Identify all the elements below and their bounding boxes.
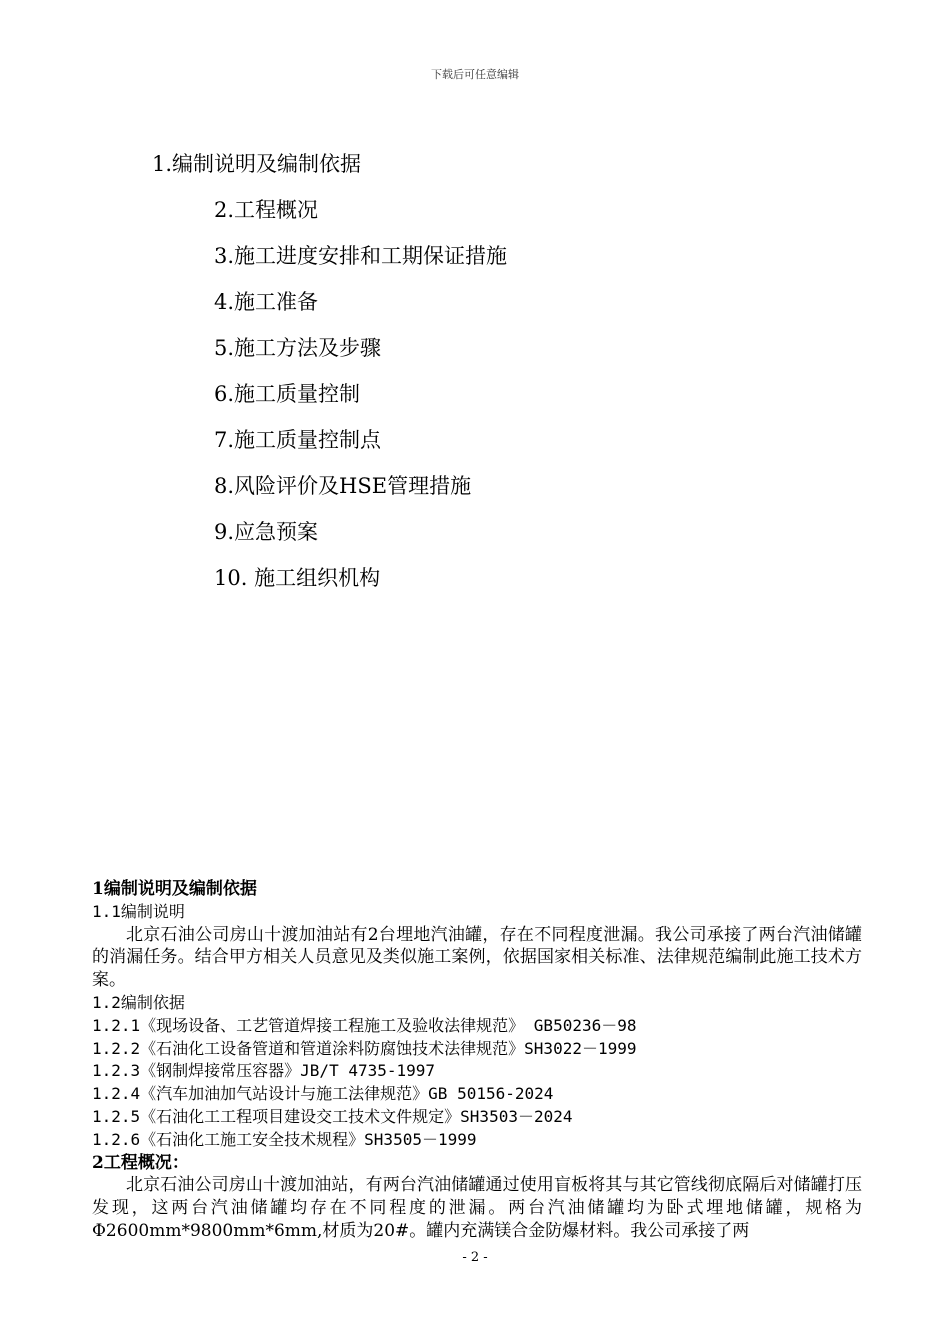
paragraph: 北京石油公司房山十渡加油站，有两台汽油储罐通过使用盲板将其与其它管线彻底隔后对储罐打压发现，这两台汽油储罐均存在不同程度的泄漏。两台汽油储罐均为卧式埋地储罐，规格为Φ2600mm*9800mm*6mm,材质为20#。罐内充满镁合金防爆材料。我公司承接了两 xyxy=(92,1175,862,1241)
page-number: - 2 - xyxy=(462,1250,488,1265)
toc-item: 5.施工方法及步骤 xyxy=(214,336,382,360)
toc-item: 3.施工进度安排和工期保证措施 xyxy=(214,244,508,268)
section-heading: 1编制说明及编制依据 xyxy=(92,879,257,899)
reference-item: 1.2.2《石油化工设备管道和管道涂料防腐蚀技术法律规范》SH3022－1999 xyxy=(92,1038,637,1058)
paragraph: 北京石油公司房山十渡加油站有2台埋地汽油罐，存在不同程度泄漏。我公司承接了两台汽油储罐的消漏任务。结合甲方相关人员意见及类似施工案例，依据国家相关标准、法律规范编制此施工技术方案。 xyxy=(92,924,862,991)
toc-item: 2.工程概况 xyxy=(214,198,319,222)
toc-item: 9.应急预案 xyxy=(214,520,319,544)
reference-item: 1.2.6《石油化工施工安全技术规程》SH3505－1999 xyxy=(92,1129,477,1149)
subsection-heading: 1.1编制说明 xyxy=(92,901,185,921)
reference-item: 1.2.4《汽车加油加气站设计与施工法律规范》GB 50156-2024 xyxy=(92,1084,554,1104)
toc-item: 10. 施工组织机构 xyxy=(214,566,381,590)
reference-item: 1.2.3《钢制焊接常压容器》JB/T 4735-1997 xyxy=(92,1061,436,1081)
toc-item: 1.编制说明及编制依据 xyxy=(152,152,362,176)
toc-item: 4.施工准备 xyxy=(214,290,319,314)
reference-item: 1.2.1《现场设备、工艺管道焊接工程施工及验收法律规范》 GB50236－98 xyxy=(92,1015,637,1035)
section-heading: 2工程概况： xyxy=(92,1152,189,1173)
page-header: 下载后可任意编辑 xyxy=(431,68,519,81)
toc-item: 8.风险评价及HSE管理措施 xyxy=(214,474,472,498)
toc-item: 7.施工质量控制点 xyxy=(214,428,382,452)
document-body xyxy=(92,878,862,1243)
reference-item: 1.2.5《石油化工工程项目建设交工技术文件规定》SH3503－2024 xyxy=(92,1106,573,1126)
subsection-heading: 1.2编制依据 xyxy=(92,992,185,1012)
toc-item: 6.施工质量控制 xyxy=(214,382,361,406)
